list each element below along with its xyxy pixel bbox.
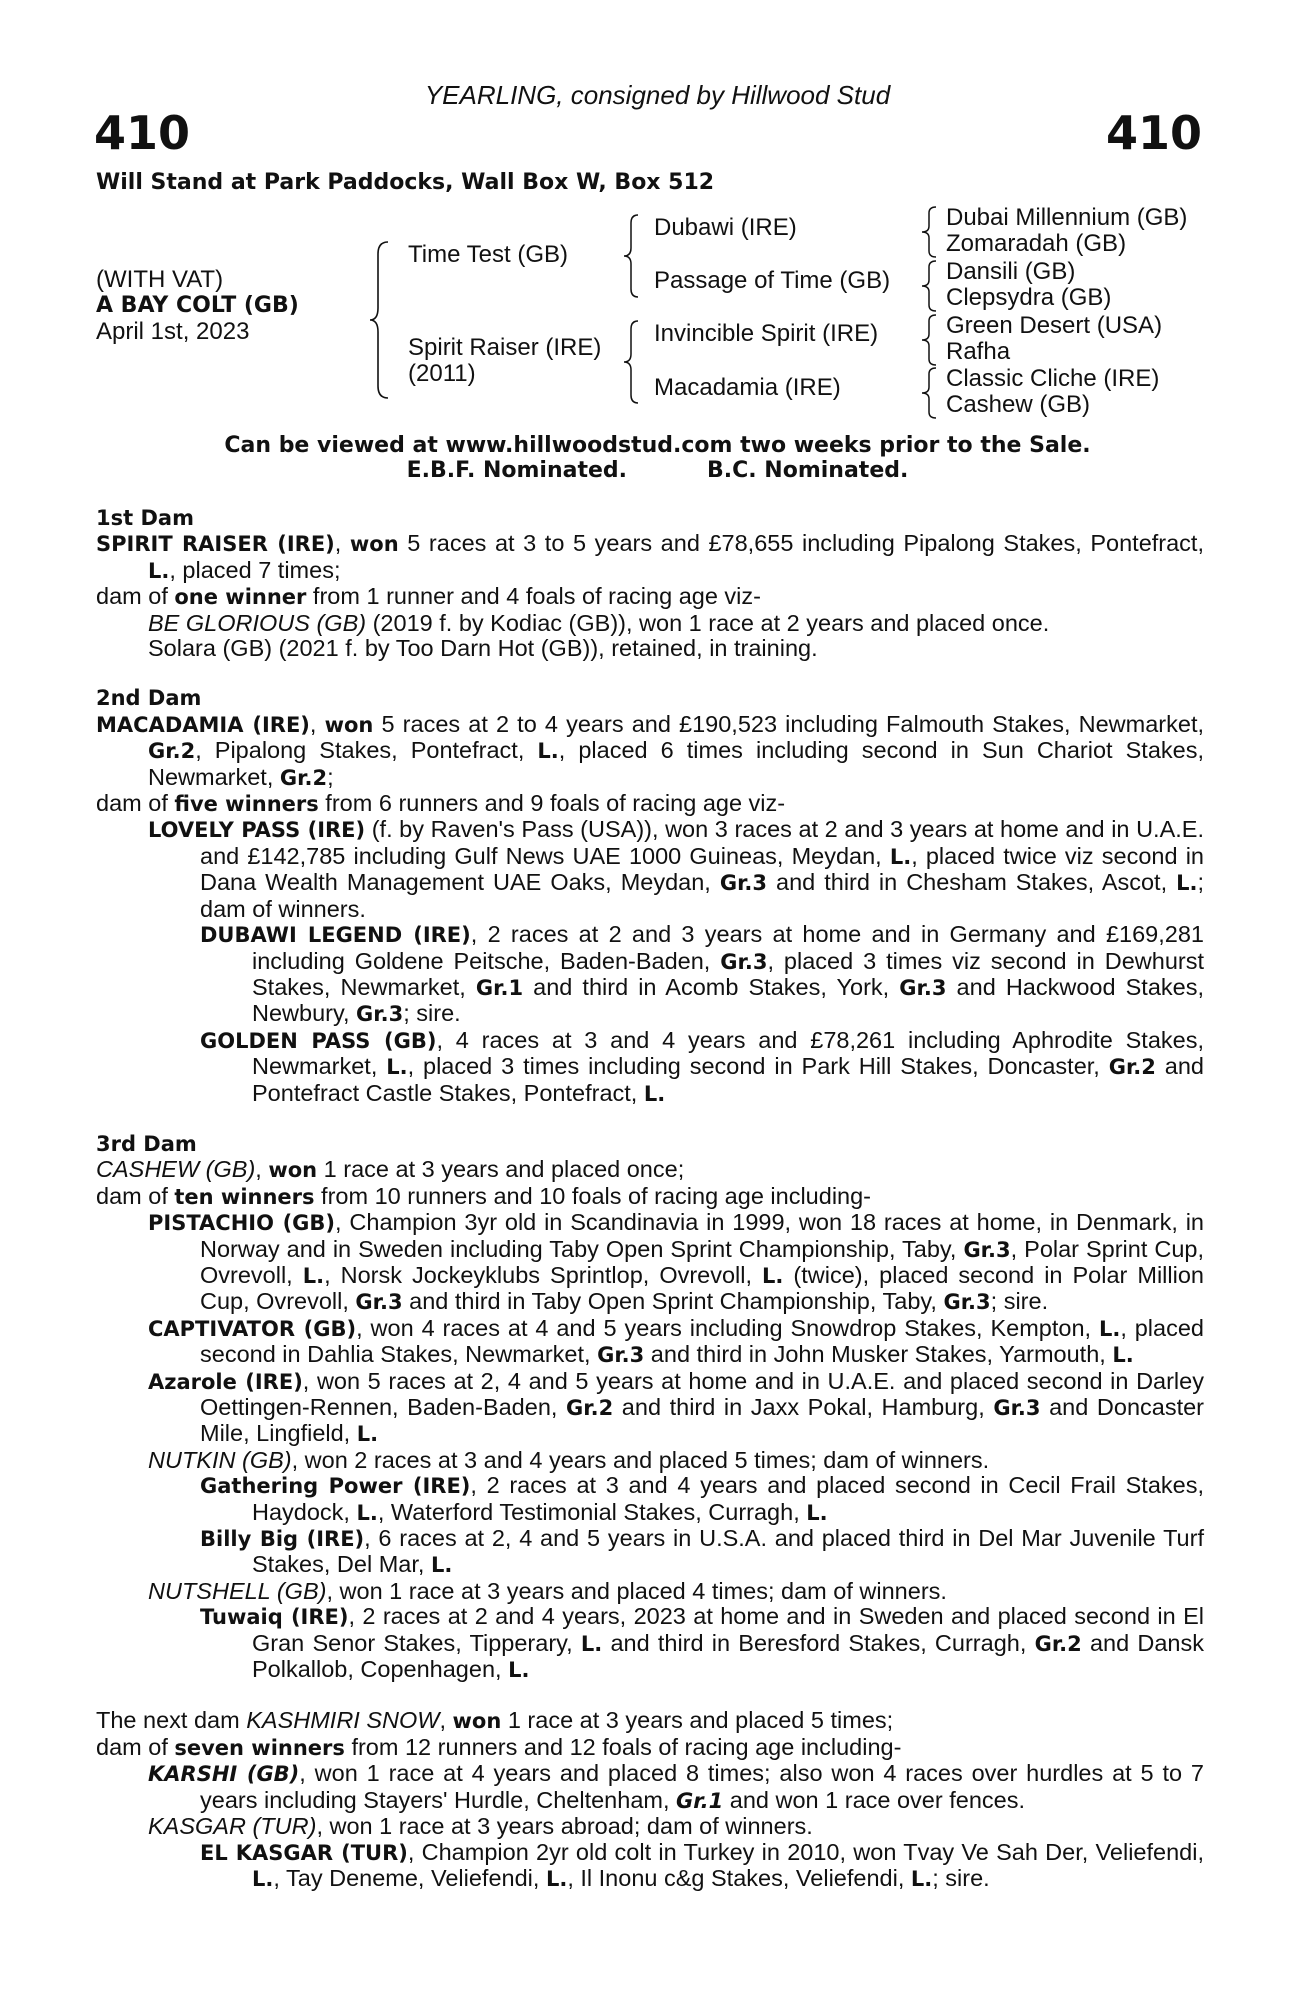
vat-label: (WITH VAT) <box>96 266 224 293</box>
dam-dam: Macadamia (IRE) <box>654 374 841 401</box>
dam-entry: CASHEW (GB), won 1 race at 3 years and placed once; <box>96 1156 685 1183</box>
consignment-line: YEARLING, consigned by Hillwood Stud <box>424 80 891 110</box>
produce-entry: KARSHI (GB), won 1 race at 4 years and placed 8 times; also won 4 races over hurdles at 5 to 7 years including Stayers' Hurdle, Cheltenham, Gr.1 and won 1 race over fences. <box>148 1760 1204 1813</box>
produce-entry: KASGAR (TUR), won 1 race at 3 years abroad; dam of winners. <box>148 1813 813 1840</box>
dam-sire: Invincible Spirit (IRE) <box>654 320 879 347</box>
foaled-date: April 1st, 2023 <box>96 318 250 345</box>
produce-entry: BE GLORIOUS (GB) (2019 f. by Kodiac (GB)), won 1 race at 2 years and placed once. <box>148 609 1050 636</box>
viewing-line: Can be viewed at www.hillwoodstud.com two weeks prior to the Sale. <box>224 433 1091 458</box>
produce-entry: NUTKIN (GB), won 2 races at 3 and 4 years and placed 5 times; dam of winners. <box>148 1446 990 1473</box>
produce-entry: NUTSHELL (GB), won 1 race at 3 years and placed 4 times; dam of winners. <box>148 1577 947 1604</box>
dam-entry: MACADAMIA (IRE), won 5 races at 2 to 4 years and £190,523 including Falmouth Stakes, Newmarket, Gr.2, Pipalong Stakes, Pontefract, L., placed 6 times including second in Sun Chariot Stakes, Newmarket, Gr.2; <box>96 710 1205 790</box>
ggparent-4: Clepsydra (GB) <box>946 284 1112 311</box>
produce-entry: Tuwaiq (IRE), 2 races at 2 and 4 years, 2023 at home and in Sweden and placed second in El Gran Senor Stakes, Tipperary, L. and third in Beresford Stakes, Curragh, Gr.2 and Dansk Polkallob, Copenhagen, L. <box>200 1603 1205 1683</box>
bc-nominated: B.C. Nominated. <box>707 458 909 483</box>
nominations-line <box>0 458 1315 483</box>
produce-entry: LOVELY PASS (IRE) (f. by Raven's Pass (USA)), won 3 races at 2 and 3 years at home and in U.A.E. and £142,785 including Gulf News UAE 1000 Guineas, Meydan, L., placed twice viz second in Dana Wealth Management UAE Oaks, Meydan, Gr.3 and third in Chesham Stakes, Ascot, L.; dam of winners. <box>148 816 1204 922</box>
dam-produce: dam of ten winners from 10 runners and 10 foals of racing age including- <box>96 1182 872 1209</box>
ggparent-3: Dansili (GB) <box>946 258 1076 285</box>
dam-entry: The next dam KASHMIRI SNOW, won 1 race at 3 years and placed 5 times; <box>96 1707 894 1734</box>
ggparent-1: Dubai Millennium (GB) <box>946 204 1188 231</box>
produce-entry: DUBAWI LEGEND (IRE), 2 races at 2 and 3 years at home and in Germany and £169,281 including Goldene Peitsche, Baden-Baden, Gr.3, placed 3 times viz second in Dewhurst Stakes, Newmarket, Gr.1 and third in Acomb Stakes, York, Gr.3 and Hackwood Stakes, Newbury, Gr.3; sire. <box>200 921 1204 1027</box>
pedigree-brace <box>368 240 392 400</box>
produce-entry: GOLDEN PASS (GB), 4 races at 3 and 4 years and £78,261 including Aphrodite Stakes, Newmarket, L., placed 3 times including second in Park Hill Stakes, Doncaster, Gr.2 and Pontefract Castle Stakes, Pontefract, L. <box>200 1026 1204 1106</box>
produce-entry: CAPTIVATOR (GB), won 4 races at 4 and 5 years including Snowdrop Stakes, Kempton, L., placed second in Dahlia Stakes, Newmarket, Gr.3 and third in John Musker Stakes, Yarmouth, L. <box>148 1314 1204 1368</box>
pedigree-brace <box>920 205 940 259</box>
viewing-note <box>0 433 1315 483</box>
ggparent-2: Zomaradah (GB) <box>946 230 1127 257</box>
produce-entry: PISTACHIO (GB), Champion 3yr old in Scandinavia in 1999, won 18 races at home, in Denmark, in Norway and in Sweden including Taby Open Sprint Championship, Taby, Gr.3, Polar Sprint Cup, Ovrevoll, L., Norsk Jockeyklubs Sprintlop, Ovrevoll, L. (twice), placed second in Polar Million Cup, Ovrevoll, Gr.3 and third in Taby Open Sprint Championship, Taby, Gr.3; sire. <box>148 1209 1204 1315</box>
ggparent-5: Green Desert (USA) <box>946 312 1163 339</box>
dam-year: (2011) <box>408 360 476 387</box>
ebf-nominated: E.B.F. Nominated. <box>406 458 628 483</box>
horse-name: A BAY COLT (GB) <box>96 293 299 318</box>
sire-sire: Dubawi (IRE) <box>654 214 797 241</box>
produce-entry: EL KASGAR (TUR), Champion 2yr old colt in Turkey in 2010, won Tvay Ve Sah Der, Veliefendi, L., Tay Deneme, Veliefendi, L., Il Inonu c&g Stakes, Veliefendi, L.; sire. <box>200 1838 1204 1891</box>
pedigree-brace <box>920 313 940 367</box>
pedigree-brace <box>920 366 940 420</box>
ggparent-8: Cashew (GB) <box>946 391 1091 418</box>
lot-number-right: 410 <box>1105 106 1202 160</box>
catalogue-text <box>96 506 1204 1892</box>
pedigree-brace <box>622 319 642 405</box>
dam-produce: dam of one winner from 1 runner and 4 foals of racing age viz- <box>96 583 761 610</box>
produce-entry: Azarole (IRE), won 5 races at 2, 4 and 5 years at home and in U.A.E. and placed second in Darley Oettingen-Rennen, Baden-Baden, Gr.2 and third in Jaxx Pokal, Hamburg, Gr.3 and Doncaster Mile, Lingfield, L. <box>148 1367 1205 1447</box>
lot-number-left: 410 <box>94 106 191 160</box>
produce-entry: Solara (GB) (2021 f. by Too Darn Hot (GB)), retained, in training. <box>148 635 818 662</box>
ggparent-6: Rafha <box>946 338 1011 365</box>
pedigree-brace <box>622 213 642 299</box>
pedigree-table <box>0 205 1315 420</box>
sire-dam: Passage of Time (GB) <box>654 267 891 294</box>
dam-name: Spirit Raiser (IRE) <box>408 334 602 361</box>
produce-entry: Billy Big (IRE), 6 races at 2, 4 and 5 years in U.S.A. and placed third in Del Mar Juvenile Turf Stakes, Del Mar, L. <box>200 1525 1204 1578</box>
produce-entry: Gathering Power (IRE), 2 races at 3 and 4 years and placed second in Cecil Frail Stakes, Haydock, L., Waterford Testimonial Stakes, Curragh, L. <box>200 1472 1204 1525</box>
section-heading: 3rd Dam <box>96 1131 197 1156</box>
dam-entry: SPIRIT RAISER (IRE), won 5 races at 3 to 5 years and £78,655 including Pipalong Stakes, Pontefract, L., placed 7 times; <box>96 530 1204 583</box>
section-heading: 2nd Dam <box>96 686 202 711</box>
dam-produce: dam of five winners from 6 runners and 9 foals of racing age viz- <box>96 790 786 817</box>
stand-location: Will Stand at Park Paddocks, Wall Box W, Box 512 <box>96 170 715 195</box>
dam-produce: dam of seven winners from 12 runners and 12 foals of racing age including- <box>96 1733 902 1760</box>
ggparent-7: Classic Cliche (IRE) <box>946 365 1160 392</box>
pedigree-brace <box>920 259 940 313</box>
sire: Time Test (GB) <box>408 241 569 268</box>
section-heading: 1st Dam <box>96 506 194 530</box>
